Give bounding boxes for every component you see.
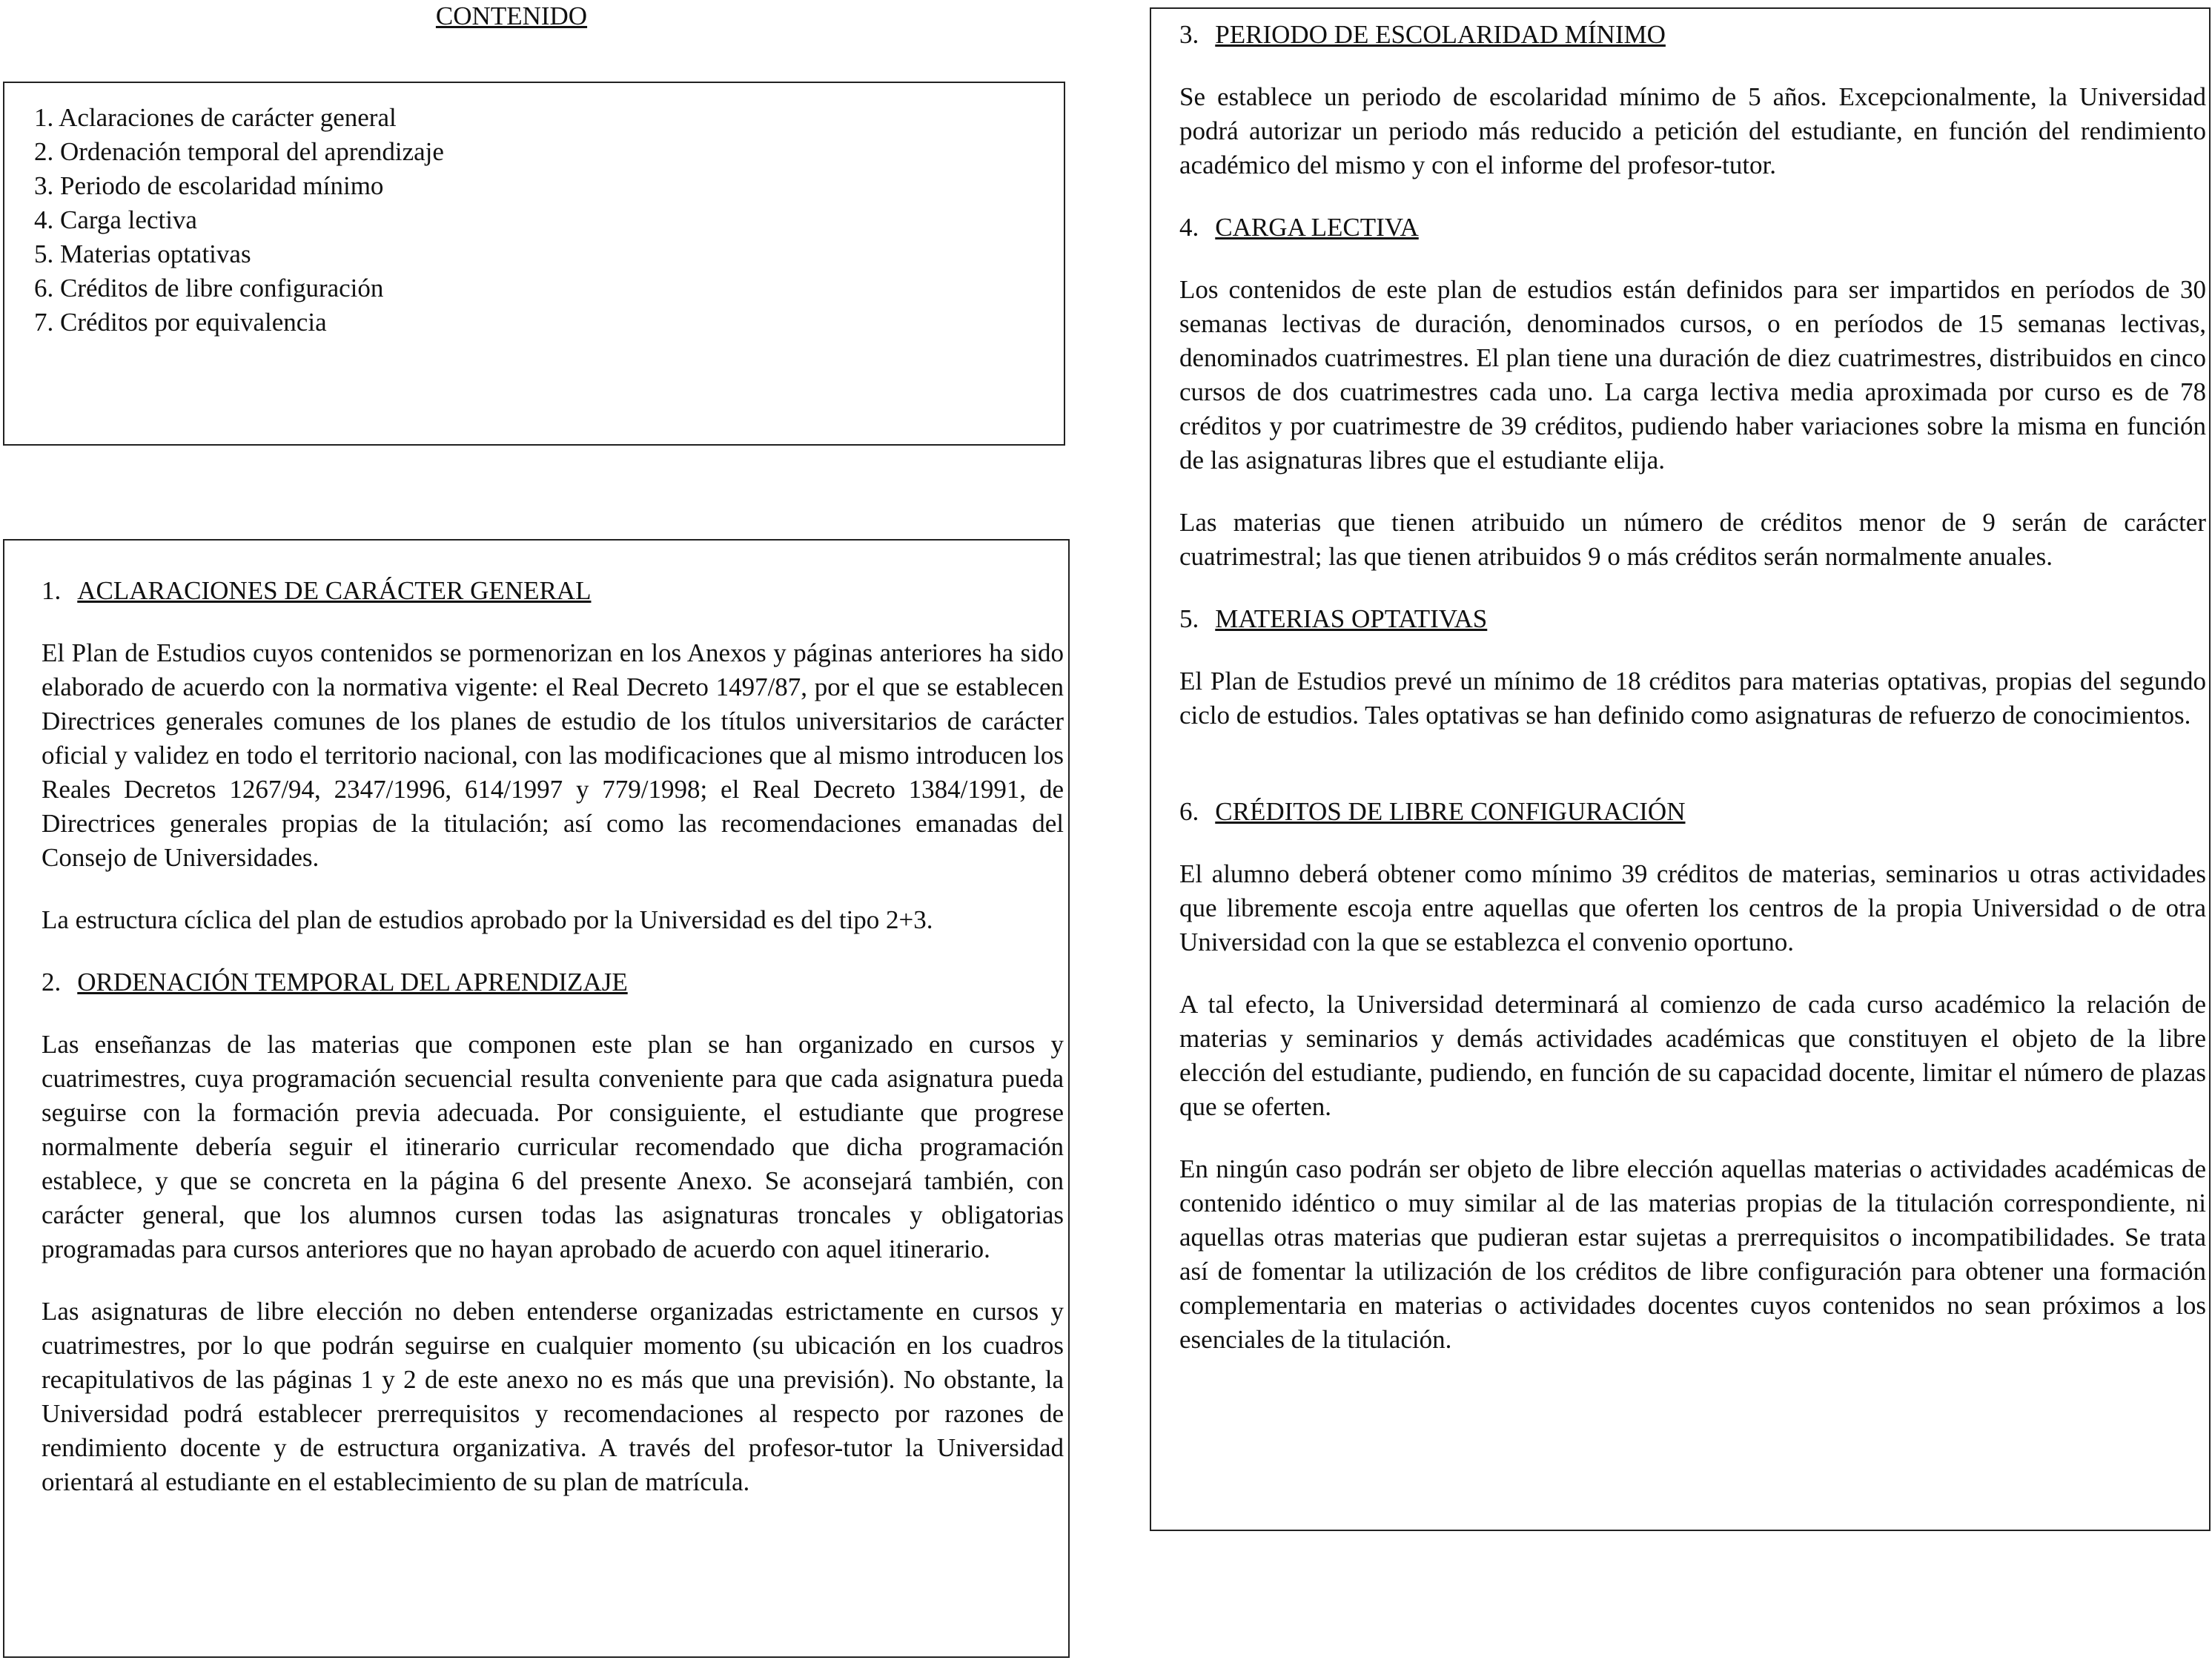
section-title: CRÉDITOS DE LIBRE CONFIGURACIÓN xyxy=(1215,797,1686,826)
section-title: MATERIAS OPTATIVAS xyxy=(1215,604,1488,633)
section-heading-1 xyxy=(42,574,1064,608)
left-content-box xyxy=(3,539,1070,1658)
section-heading-5 xyxy=(1179,602,2206,636)
section-title: ACLARACIONES DE CARÁCTER GENERAL xyxy=(77,576,592,605)
paragraph: A tal efecto, la Universidad determinará al comienzo de cada curso académico la relación de materias y seminarios y demás actividades académicas que constituyen el objeto de la libre elección del estudiante, pudiendo, en función de su capacidad docente, limitar el número de plazas que se oferten. xyxy=(1179,990,2206,1121)
section-number: 2. xyxy=(42,968,62,997)
section-title: CARGA LECTIVA xyxy=(1215,213,1419,242)
paragraph: La estructura cíclica del plan de estudios aprobado por la Universidad es del tipo 2+3. xyxy=(42,905,933,934)
toc-item: 6. Créditos de libre configuración xyxy=(34,274,384,303)
paragraph: Los contenidos de este plan de estudios están definidos para ser impartidos en períodos de 30 semanas lectivas de duración, denominados cursos, o en períodos de 15 semanas lectivas, denominados cuatrimestres. El plan tiene una duración de diez cuatrimestres, distribuidos en cinco cursos de dos cuatrimestres cada uno. La carga lectiva media aproximada por curso es de 78 créditos y por cuatrimestre de 39 créditos, pudiendo haber variaciones sobre la misma en función de las asignaturas libres que el estudiante elija. xyxy=(1179,275,2206,475)
toc-list xyxy=(34,101,1064,340)
document-title: CONTENIDO xyxy=(435,1,588,30)
section-number: 6. xyxy=(1179,797,1199,826)
paragraph: Las asignaturas de libre elección no deben entenderse organizadas estrictamente en cursos y cuatrimestres, por lo que podrán seguirse en cualquier momento (su ubicación en los cuadros recapitulativos de las páginas 1 y 2 de este anexo no es más que una previsión). No obstante, la Universidad podrá establecer prerrequisitos y recomendaciones al respecto por razones de rendimiento docente y de estructura organizativa. A través del profesor-tutor la Universidad orientará al estudiante en el establecimiento de su plan de matrícula. xyxy=(42,1297,1064,1496)
toc-item: 2. Ordenación temporal del aprendizaje xyxy=(34,137,444,166)
table-of-contents-box xyxy=(3,82,1065,446)
toc-item: 4. Carga lectiva xyxy=(34,205,197,234)
section-number: 1. xyxy=(42,576,62,605)
paragraph: Las materias que tienen atribuido un número de créditos menor de 9 serán de carácter cuatrimestral; las que tienen atribuidos 9 o más créditos serán normalmente anuales. xyxy=(1179,508,2206,571)
paragraph: Las enseñanzas de las materias que componen este plan se han organizado en cursos y cuatrimestres, cuya programación secuencial resulta conveniente para que cada asignatura pueda seguirse con la formación previa adecuada. Por consiguiente, el estudiante que progrese normalmente debería seguir el itinerario curricular recomendado que dicha programación establece, y que se concreta en la página 6 del presente Anexo. Se aconsejará también, con carácter general, que los alumnos cursen todas las asignaturas troncales y obligatorias programadas para cursos anteriores que no hayan aprobado de acuerdo con aquel itinerario. xyxy=(42,1030,1064,1263)
section-heading-2 xyxy=(42,965,1064,999)
paragraph: Se establece un periodo de escolaridad mínimo de 5 años. Excepcionalmente, la Universidad podrá autorizar un periodo más reducido a petición del estudiante, en función del rendimiento académico del mismo y con el informe del profesor-tutor. xyxy=(1179,82,2206,179)
toc-item: 7. Créditos por equivalencia xyxy=(34,308,327,337)
toc-item: 3. Periodo de escolaridad mínimo xyxy=(34,171,384,200)
right-content-box xyxy=(1150,7,2211,1531)
section-number: 5. xyxy=(1179,604,1199,633)
section-number: 3. xyxy=(1179,20,1199,49)
paragraph: El Plan de Estudios cuyos contenidos se pormenorizan en los Anexos y páginas anteriores ha sido elaborado de acuerdo con la normativa vigente: el Real Decreto 1497/87, por el que se establecen Directrices generales comunes de los planes de estudio de los títulos universitarios de carácter oficial y validez en todo el territorio nacional, con las modificaciones que al mismo introducen los Reales Decretos 1267/94, 2347/1996, 614/1997 y 779/1998; el Real Decreto 1384/1991, de Directrices generales propias de la titulación; así como las recomendaciones emanadas del Consejo de Universidades. xyxy=(42,638,1064,872)
paragraph: En ningún caso podrán ser objeto de libre elección aquellas materias o actividades académicas de contenido idéntico o muy similar al de las materias propias de la titulación correspondiente, ni aquellas otras materias que pudieran estar sujetas a prerrequisitos o incompatibilidades. Se trata así de fomentar la utilización de los créditos de libre configuración para obtener una formación complementaria en materias o actividades docentes cuyos contenidos no sean próximos a los esenciales de la titulación. xyxy=(1179,1154,2206,1354)
toc-item: 1. Aclaraciones de carácter general xyxy=(34,103,397,132)
section-heading-3 xyxy=(1179,18,2206,52)
section-heading-6 xyxy=(1179,795,2206,829)
section-heading-4 xyxy=(1179,211,2206,245)
section-number: 4. xyxy=(1179,213,1199,242)
toc-item: 5. Materias optativas xyxy=(34,239,251,268)
section-title: PERIODO DE ESCOLARIDAD MÍNIMO xyxy=(1215,20,1666,49)
paragraph: El alumno deberá obtener como mínimo 39 créditos de materias, seminarios u otras actividades que libremente escoja entre aquellas que oferten los centros de la propia Universidad o de otra Universidad con la que se establezca el convenio oportuno. xyxy=(1179,859,2206,956)
section-title: ORDENACIÓN TEMPORAL DEL APRENDIZAJE xyxy=(77,968,628,997)
paragraph: El Plan de Estudios prevé un mínimo de 18 créditos para materias optativas, propias del segundo ciclo de estudios. Tales optativas se han definido como asignaturas de refuerzo de conocimientos. xyxy=(1179,667,2206,730)
